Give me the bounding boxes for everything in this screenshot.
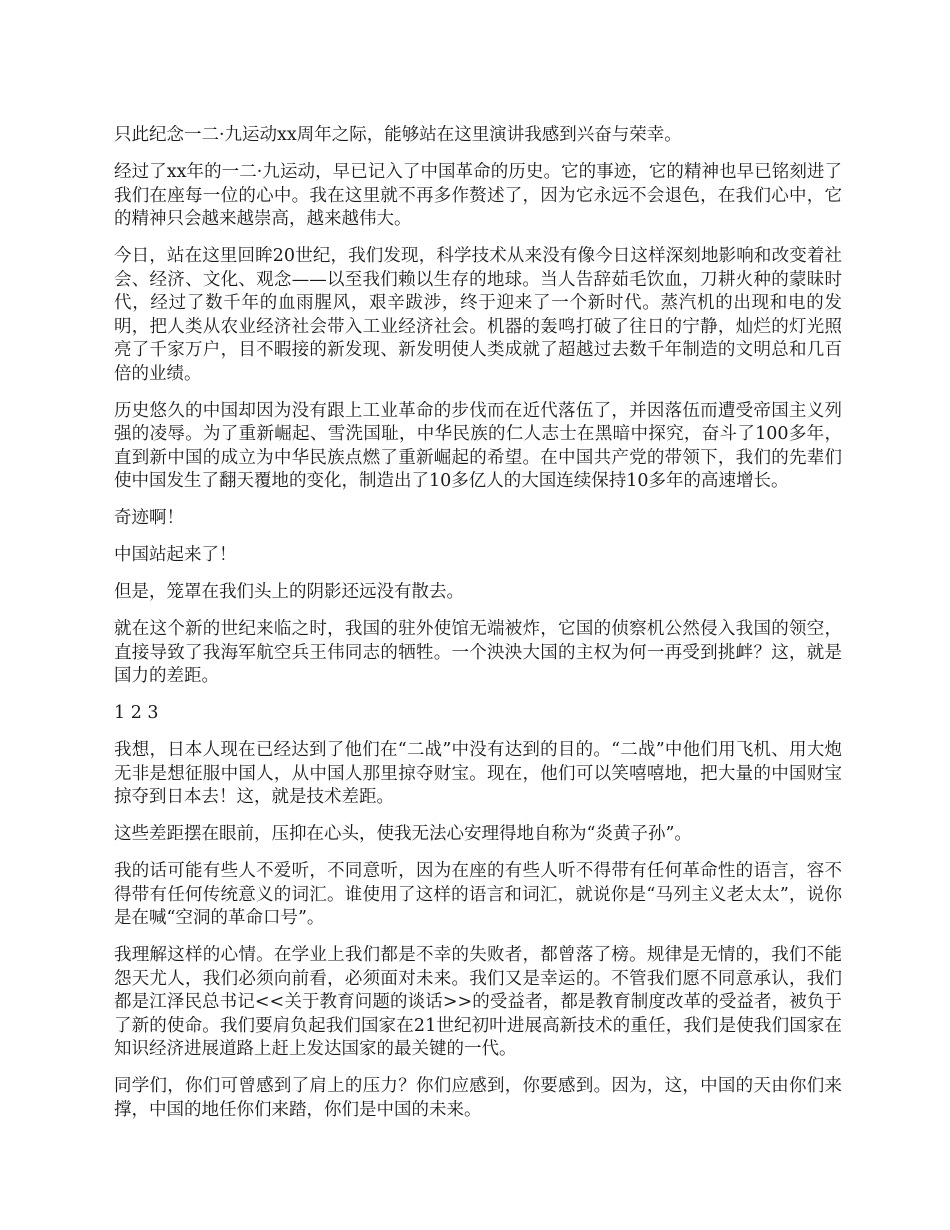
document-body — [114, 124, 842, 1136]
paragraph: 但是，笼罩在我们头上的阴影还远没有散去。 — [114, 582, 464, 602]
paragraph: 这些差距摆在眼前，压抑在心头，使我无法心安理得地自称为“炎黄子孙”。 — [114, 824, 692, 844]
page-numbers: 1 2 3 — [114, 703, 159, 723]
paragraph: 经过了xx年的一二·九运动，早已记入了中国革命的历史。它的事迹，它的精神也早已铭刻进了我们在座每一位的心中。我在这里就不再多作赘述了，因为它永远不会退色，在我们心中，它的精神只会越来越崇高，越来越伟大。 — [114, 162, 842, 229]
paragraph: 就在这个新的世纪来临之时，我国的驻外使馆无端被炸，它国的侦察机公然侵入我国的领空，直接导致了我海军航空兵王伟同志的牺牲。一个泱泱大国的主权为何一再受到挑衅？这，就是国力的差距。 — [114, 619, 842, 686]
paragraph: 今日，站在这里回眸20世纪，我们发现，科学技术从来没有像今日这样深刻地影响和改变着社会、经济、文化、观念——以至我们赖以生存的地球。当人告辞茹毛饮血，刀耕火种的蒙昧时代，经过了数千年的血雨腥风，艰辛跋涉，终于迎来了一个新时代。蒸汽机的出现和电的发明，把人类从农业经济社会带入工业经济社会。机器的轰鸣打破了往日的宁静，灿烂的灯光照亮了千家万户，目不暇接的新发现、新发明使人类成就了超越过去数千年制造的文明总和几百倍的业绩。 — [114, 246, 842, 384]
paragraph: 我的话可能有些人不爱听，不同意听，因为在座的有些人听不得带有任何革命性的语言，容不得带有任何传统意义的词汇。谁使用了这样的语言和词汇，就说你是“马列主义老太太”，说你是在喊“空洞的革命口号”。 — [114, 861, 842, 928]
paragraph: 历史悠久的中国却因为没有跟上工业革命的步伐而在近代落伍了，并因落伍而遭受帝国主义列强的凌辱。为了重新崛起、雪洗国耻，中华民族的仁人志士在黑暗中探究，奋斗了100多年，直到新中国的成立为中华民族点燃了重新崛起的希望。在中国共产党的带领下，我们的先辈们使中国发生了翻天覆地的变化，制造出了10多亿人的大国连续保持10多年的高速增长。 — [114, 400, 842, 491]
paragraph: 奇迹啊！ — [114, 508, 184, 528]
paragraph: 只此纪念一二·九运动xx周年之际，能够站在这里演讲我感到兴奋与荣幸。 — [114, 125, 682, 145]
paragraph: 我想，日本人现在已经达到了他们在“二战”中没有达到的目的。“二战”中他们用飞机、用大炮无非是想征服中国人，从中国人那里掠夺财宝。现在，他们可以笑嘻嘻地，把大量的中国财宝掠夺到日本去！这，就是技术差距。 — [114, 740, 842, 807]
paragraph: 同学们，你们可曾感到了肩上的压力？你们应感到，你要感到。因为，这，中国的天由你们来撑，中国的地任你们来踏，你们是中国的未来。 — [114, 1076, 842, 1120]
paragraph: 我理解这样的心情。在学业上我们都是不幸的失败者，都曾落了榜。规律是无情的，我们不能怨天尤人，我们必须向前看，必须面对未来。我们又是幸运的。不管我们愿不同意承认，我们都是江泽民总书记<<关于教育问题的谈话>>的受益者，都是教育制度改革的受益者，被负于了新的使命。我们要肩负起我们国家在21世纪初叶进展高新技术的重任，我们是使我们国家在知识经济进展道路上赶上发达国家的最关键的一代。 — [114, 945, 842, 1059]
paragraph: 中国站起来了！ — [114, 545, 237, 565]
